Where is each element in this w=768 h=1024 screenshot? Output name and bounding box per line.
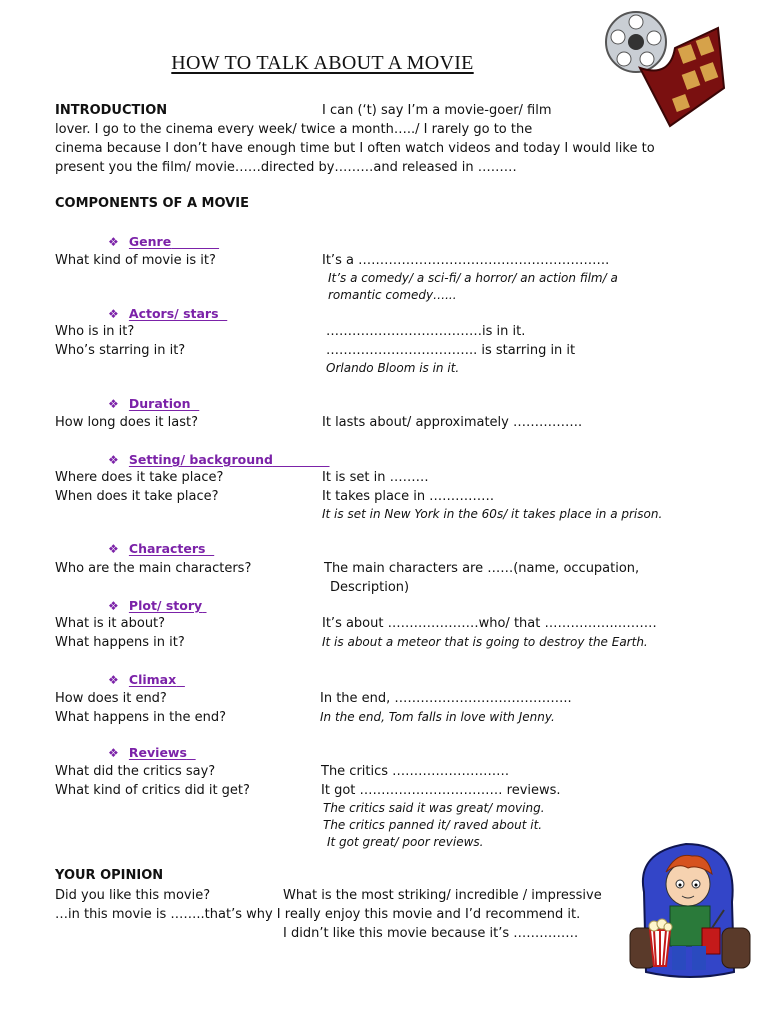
setting-question-1: Where does it take place?: [55, 470, 224, 485]
plot-subheading: [108, 598, 207, 614]
opinion-heading: YOUR OPINION: [55, 868, 164, 883]
actors-subheading: [108, 306, 227, 322]
genre-example-2: romantic comedy…...: [328, 288, 457, 302]
climax-subheading: [108, 672, 185, 688]
genre-example-1: It’s a comedy/ a sci-fi/ a horror/ an action film/ a: [328, 271, 618, 285]
setting-example: It is set in New York in the 60s/ it takes place in a prison.: [322, 507, 663, 521]
bullet-icon: ❖: [108, 397, 119, 411]
opinion-answer: What is the most striking/ incredible / impressive: [283, 888, 602, 903]
reviews-question-2: What kind of critics did it get?: [55, 783, 250, 798]
setting-label: Setting/ background: [128, 452, 273, 467]
reviews-example-1: The critics said it was great/ moving.: [323, 801, 545, 815]
reviews-answer-1: The critics ………………………: [321, 764, 510, 779]
components-heading: COMPONENTS OF A MOVIE: [55, 196, 249, 211]
characters-answer-cont: Description): [330, 580, 410, 595]
plot-question-1: What is it about?: [55, 616, 166, 631]
characters-answer: The main characters are ……(name, occupation,: [324, 561, 640, 576]
setting-answer-2: It takes place in ……………: [322, 489, 495, 504]
genre-label: Genre: [128, 234, 172, 249]
duration-label: Duration: [128, 396, 191, 411]
opinion-question: Did you like this movie?: [55, 888, 211, 903]
duration-answer: It lasts about/ approximately …………….: [322, 415, 583, 430]
reviews-question-1: What did the critics say?: [55, 764, 216, 779]
actors-answer-1: ………………………………is in it.: [326, 324, 526, 339]
reviews-answer-2: It got …………………………… reviews.: [321, 783, 561, 798]
duration-question: How long does it last?: [55, 415, 198, 430]
bullet-icon: ❖: [108, 673, 119, 687]
setting-question-2: When does it take place?: [55, 489, 219, 504]
introduction-heading: INTRODUCTION: [55, 103, 168, 118]
reviews-example-2: The critics panned it/ raved about it.: [323, 818, 543, 832]
bullet-icon: ❖: [108, 542, 119, 556]
climax-label: Climax: [128, 672, 177, 687]
genre-question: What kind of movie is it?: [55, 253, 216, 268]
duration-subheading: [108, 396, 199, 412]
actors-label: Actors/ stars: [128, 306, 219, 321]
plot-answer-1: It’s about …………………who/ that ……………..………: [322, 616, 657, 631]
reviews-example-3: It got great/ poor reviews.: [327, 835, 484, 849]
reviews-subheading: [108, 745, 196, 761]
plot-label: Plot/ story: [128, 598, 203, 613]
intro-line-2: lover. I go to the cinema every week/ twice a month…../ I rarely go to the: [55, 122, 533, 137]
page-title: HOW TO TALK ABOUT A MOVIE: [171, 52, 474, 74]
intro-line-1: I can (‘t) say I’m a movie-goer/ film: [322, 103, 552, 118]
characters-subheading: [108, 541, 214, 557]
bullet-icon: ❖: [108, 307, 119, 321]
actors-example: Orlando Bloom is in it.: [326, 361, 460, 375]
characters-question: Who are the main characters?: [55, 561, 252, 576]
intro-line-4: present you the film/ movie……directed by………and released in ………: [55, 160, 517, 175]
opinion-line-3: I didn’t like this movie because it’s ……………: [283, 926, 579, 941]
climax-example: In the end, Tom falls in love with Jenny.: [320, 710, 555, 724]
genre-subheading: [108, 234, 219, 250]
actors-answer-2: …………………………….. is starring in it: [326, 343, 576, 358]
plot-question-2: What happens in it?: [55, 635, 185, 650]
climax-question-1: How does it end?: [55, 691, 167, 706]
bullet-icon: ❖: [108, 599, 119, 613]
climax-question-2: What happens in the end?: [55, 710, 226, 725]
setting-subheading: [108, 452, 330, 468]
bullet-icon: ❖: [108, 453, 119, 467]
popcorn-boy-cartoon: [626, 832, 754, 986]
reviews-label: Reviews: [128, 745, 187, 760]
actors-question-1: Who is in it?: [55, 324, 135, 339]
bullet-icon: ❖: [108, 235, 119, 249]
climax-answer-1: In the end, …………………………………..: [320, 691, 572, 706]
plot-example: It is about a meteor that is going to destroy the Earth.: [322, 635, 648, 649]
actors-question-2: Who’s starring in it?: [55, 343, 186, 358]
opinion-line-2: …in this movie is ……..that’s why I really enjoy this movie and I’d recommend it.: [55, 907, 581, 922]
genre-answer: It’s a ………………………………………………….: [322, 253, 610, 268]
intro-line-3: cinema because I don’t have enough time but I often watch videos and today I would like to: [55, 141, 655, 156]
characters-label: Characters: [128, 541, 206, 556]
bullet-icon: ❖: [108, 746, 119, 760]
setting-answer-1: It is set in ………: [322, 470, 429, 485]
